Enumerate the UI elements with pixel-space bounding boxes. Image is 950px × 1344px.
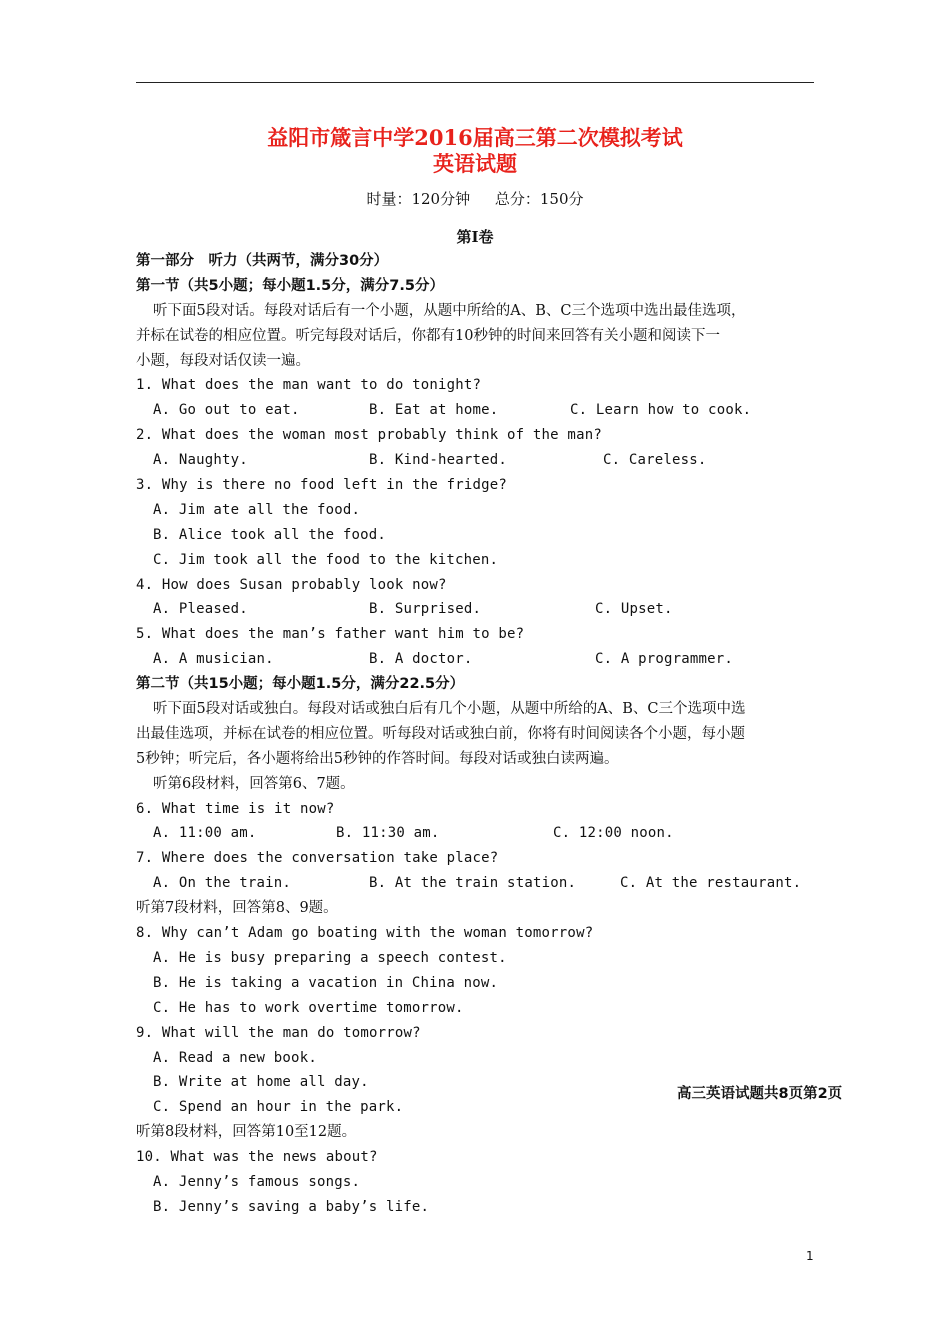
question-options (136, 398, 816, 423)
exam-content (136, 249, 816, 1220)
page-info-note: 高三英语试题共8页第2页 (677, 1086, 843, 1102)
option-a: A. Jenny’s famous songs. (153, 1173, 361, 1190)
question-stem: 4. How does Susan probably look now? (136, 576, 447, 593)
option-a: A. Go out to eat. (153, 402, 300, 419)
option-b: B. Write at home all day. (153, 1074, 369, 1091)
section1-instructions-line: 听下面5段对话。每段对话后有一个小题，从题中所给的A、B、C三个选项中选出最佳选项， (153, 302, 746, 319)
question-stem: 6. What time is it now? (136, 800, 335, 817)
material-note: 听第7段材料，回答第8、9题。 (136, 900, 338, 917)
volume-heading: 第I卷 (456, 228, 494, 246)
header-rule (136, 82, 814, 83)
part1-heading: 第一部分 听力（共两节，满分30分） (136, 253, 389, 269)
section2-instructions-line: 听下面5段对话或独白。每段对话或独白后有几个小题，从题中所给的A、B、C三个选项中选 (153, 701, 746, 718)
option-a: A. Jim ate all the food. (153, 501, 361, 518)
option-b: B. 11:30 am. (336, 825, 440, 842)
option-c: C. Upset. (595, 601, 673, 618)
option-a: A. He is busy preparing a speech contest. (153, 949, 507, 966)
section1-heading: 第一节（共5小题；每小题1.5分，满分7.5分） (136, 277, 444, 294)
exam-title: 益阳市箴言中学2016届高三第二次模拟考试 (267, 125, 683, 150)
question-stem: 5. What does the man’s father want him to be? (136, 626, 525, 643)
option-a: A. A musician. (153, 651, 274, 668)
option-c: C. At the restaurant. (620, 875, 802, 892)
option-c: C. Learn how to cook. (570, 402, 752, 419)
option-a: A. On the train. (153, 875, 292, 892)
option-c: C. 12:00 noon. (553, 825, 674, 842)
question-options (136, 597, 816, 622)
question-stem: 7. Where does the conversation take place? (136, 850, 499, 867)
option-a: A. Pleased. (153, 601, 248, 618)
option-b: B. Eat at home. (369, 402, 499, 419)
option-a: A. Naughty. (153, 452, 248, 469)
option-c: C. Careless. (603, 452, 707, 469)
material-note: 听第6段材料，回答第6、7题。 (153, 775, 355, 792)
option-b: B. A doctor. (369, 651, 473, 668)
option-c: C. Spend an hour in the park. (153, 1099, 404, 1116)
section2-heading: 第二节（共15小题；每小题1.5分，满分22.5分） (136, 676, 465, 693)
page-number: 1 (806, 1249, 814, 1263)
option-b: B. Surprised. (369, 601, 482, 618)
question-options (136, 871, 816, 896)
option-c: C. Jim took all the food to the kitchen. (153, 551, 499, 568)
option-a: A. 11:00 am. (153, 825, 257, 842)
question-options (136, 821, 816, 846)
question-stem: 8. Why can’t Adam go boating with the woman tomorrow? (136, 925, 594, 942)
total-score: 总分：150分 (494, 190, 584, 208)
section1-instructions-line: 并标在试卷的相应位置。听完每段对话后，你都有10秒钟的时间来回答有关小题和阅读下一 (136, 327, 720, 344)
question-options (136, 448, 816, 473)
section2-instructions-line: 出最佳选项，并标在试卷的相应位置。听每段对话或独白前，你将有时间阅读各个小题，每小题 (136, 725, 745, 742)
option-b: B. He is taking a vacation in China now. (153, 974, 499, 991)
section1-instructions-line: 小题，每段对话仅读一遍。 (136, 352, 310, 369)
question-options (136, 647, 816, 672)
option-c: C. A programmer. (595, 651, 734, 668)
exam-meta (0, 188, 950, 209)
option-b: B. Kind-hearted. (369, 452, 508, 469)
question-stem: 1. What does the man want to do tonight? (136, 377, 482, 394)
section2-instructions-line: 5秒钟；听完后，各小题将给出5秒钟的作答时间。每段对话或独白读两遍。 (136, 750, 619, 767)
exam-subtitle: 英语试题 (433, 151, 517, 176)
option-b: B. Alice took all the food. (153, 526, 386, 543)
question-stem: 3. Why is there no food left in the fridge? (136, 477, 508, 494)
question-stem: 9. What will the man do tomorrow? (136, 1024, 421, 1041)
material-note: 听第8段材料，回答第10至12题。 (136, 1124, 357, 1141)
option-b: B. At the train station. (369, 875, 577, 892)
question-stem: 10. What was the news about? (136, 1149, 378, 1166)
option-a: A. Read a new book. (153, 1049, 317, 1066)
question-stem: 2. What does the woman most probably think of the man? (136, 427, 602, 444)
option-c: C. He has to work overtime tomorrow. (153, 999, 464, 1016)
time-limit: 时量：120分钟 (366, 190, 471, 208)
option-b: B. Jenny’s saving a baby’s life. (153, 1198, 430, 1215)
